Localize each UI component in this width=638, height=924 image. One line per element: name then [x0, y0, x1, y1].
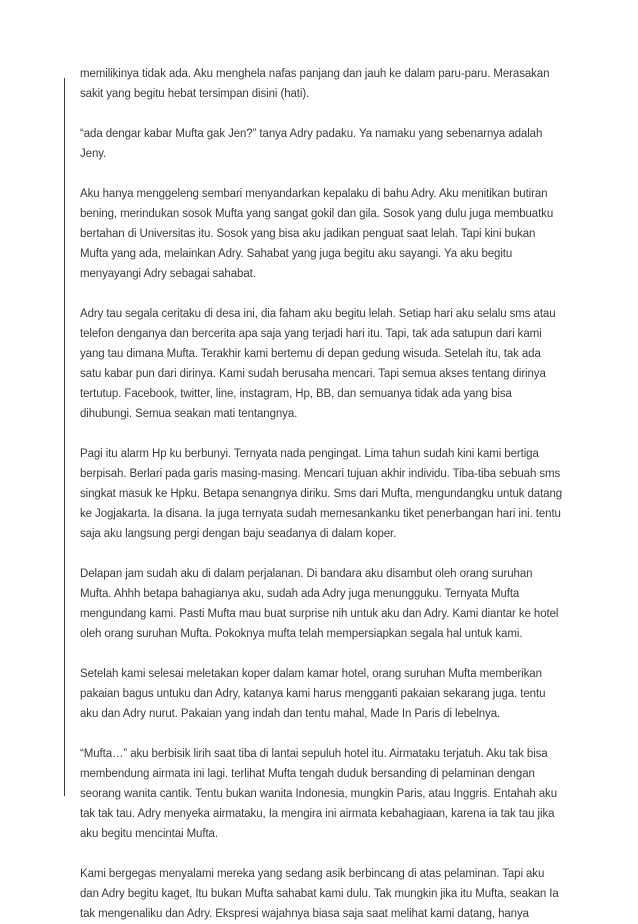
text-line: telefon denganya dan bercerita apa saja yang terjadi hari itu. Tapi, tak ada satupun dari kami — [80, 328, 542, 340]
text-line: tak mengenaliku dan Adry. Ekspresi wajahnya biasa saja saat melihat kami datang, hanya — [80, 908, 529, 920]
text-line: singkat masuk ke Hpku. Betapa senangnya diriku. Sms dari Mufta, mengundangku untuk datang — [80, 488, 563, 500]
text-line: Adry tau segala ceritaku di desa ini, dia faham aku begitu lelah. Setiap hari aku selalu sms atau — [80, 308, 556, 320]
paragraph — [80, 184, 580, 284]
paragraph — [80, 64, 580, 104]
paragraph — [80, 664, 580, 724]
text-line: yang tau dimana Mufta. Terakhir kami bertemu di depan gedung wisuda. Setelah itu, tak ada — [80, 348, 541, 360]
text-line: “Mufta…” aku berbisik lirih saat tiba di lantai sepuluh hotel itu. Airmataku terjatuh. Aku tak bisa — [80, 748, 548, 760]
text-line: Delapan jam sudah aku di dalam perjalanan. Di bandara aku disambut oleh orang suruhan — [80, 568, 533, 580]
text-line: Mufta. Ahhh betapa bahagianya aku, sudah ada Adry juga menungguku. Ternyata Mufta — [80, 588, 520, 600]
text-line: “ada dengar kabar Mufta gak Jen?” tanya Adry padaku. Ya namaku yang sebenarnya adalah — [80, 128, 543, 140]
text-line: Aku hanya menggeleng sembari menyandarkan kepalaku di bahu Adry. Aku menitikan butiran — [80, 188, 548, 200]
text-line: membendung airmata ini lagi. terlihat Mufta tengah duduk bersanding di pelaminan dengan — [80, 768, 535, 780]
text-line: memilikinya tidak ada. Aku menghela nafas panjang dan jauh ke dalam paru-paru. Merasakan — [80, 68, 550, 80]
text-line: Jeny. — [80, 148, 107, 160]
text-line: menyayangi Adry sebagai sahabat. — [80, 268, 256, 280]
text-line: bening, merindukan sosok Mufta yang sangat gokil dan gila. Sosok yang dulu juga membuatku — [80, 208, 554, 220]
text-line: Setelah kami selesai meletakan koper dalam kamar hotel, orang suruhan Mufta memberikan — [80, 668, 542, 680]
text-line: oleh orang suruhan Mufta. Pokoknya mufta telah mempersiapkan segala hal untuk kami. — [80, 628, 523, 640]
paragraph — [80, 744, 580, 844]
text-line: satu kabar pun dari dirinya. Kami sudah berusaha mencari. Tapi semua akses tentang dirinya — [80, 368, 546, 380]
text-line: ke Jogjakarta. Ia disana. Ia juga ternyata sudah memesankanku tiket penerbangan hari ini. tentu — [80, 508, 561, 520]
text-line: mengundang kami. Pasti Mufta mau buat surprise nih untuk aku dan Adry. Kami diantar ke hotel — [80, 608, 559, 620]
paragraph — [80, 124, 580, 164]
paragraph — [80, 444, 580, 544]
text-line: seorang wanita cantik. Tentu bukan wanita Indonesia, mungkin Paris, atau Inggris. Entahah aku — [80, 788, 557, 800]
text-line: tak tak tau. Adry menyeka airmataku, Ia mengira ini airmata kebahagiaan, karena ia tak tau jika — [80, 808, 555, 820]
text-line: aku begitu mencintai Mufta. — [80, 828, 218, 840]
text-line: berpisah. Berlari pada garis masing-masing. Mencari tujuan akhir individu. Tiba-tiba sebuah sms — [80, 468, 561, 480]
paragraph — [80, 304, 580, 424]
margin-rule — [64, 78, 65, 796]
text-line: Kami bergegas menyalami mereka yang sedang asik berbincang di atas pelaminan. Tapi aku — [80, 868, 545, 880]
text-line: dihubungi. Semua seakan mati tentangnya. — [80, 408, 298, 420]
text-line: Mufta yang ada, melainkan Adry. Sahabat yang juga begitu aku sayangi. Ya aku begitu — [80, 248, 513, 260]
text-line: saja aku langsung pergi dengan baju seadanya di dalam koper. — [80, 528, 397, 540]
text-line: dan Adry begitu kaget, Itu bukan Mufta sahabat kami dulu. Tak mungkin jika itu Mufta, seakan Ia — [80, 888, 559, 900]
paragraph — [80, 864, 580, 924]
text-line: tertutup. Facebook, twitter, line, instagram, Hp, BB, dan semuanya tidak ada yang bisa — [80, 388, 512, 400]
text-line: bertahan di Universitas itu. Sosok yang bisa aku jadikan penguat saat lelah. Tapi kini bukan — [80, 228, 536, 240]
text-line: sakit yang begitu hebat tersimpan disini (hati). — [80, 88, 310, 100]
document-body — [80, 64, 580, 924]
paragraph — [80, 564, 580, 644]
text-line: Pagi itu alarm Hp ku berbunyi. Ternyata nada pengingat. Lima tahun sudah kini kami bertiga — [80, 448, 539, 460]
text-line: pakaian bagus untuku dan Adry, katanya kami harus mengganti pakaian sekarang juga. tentu — [80, 688, 546, 700]
text-line: aku dan Adry nurut. Pakaian yang indah dan tentu mahal, Made In Paris di lebelnya. — [80, 708, 501, 720]
